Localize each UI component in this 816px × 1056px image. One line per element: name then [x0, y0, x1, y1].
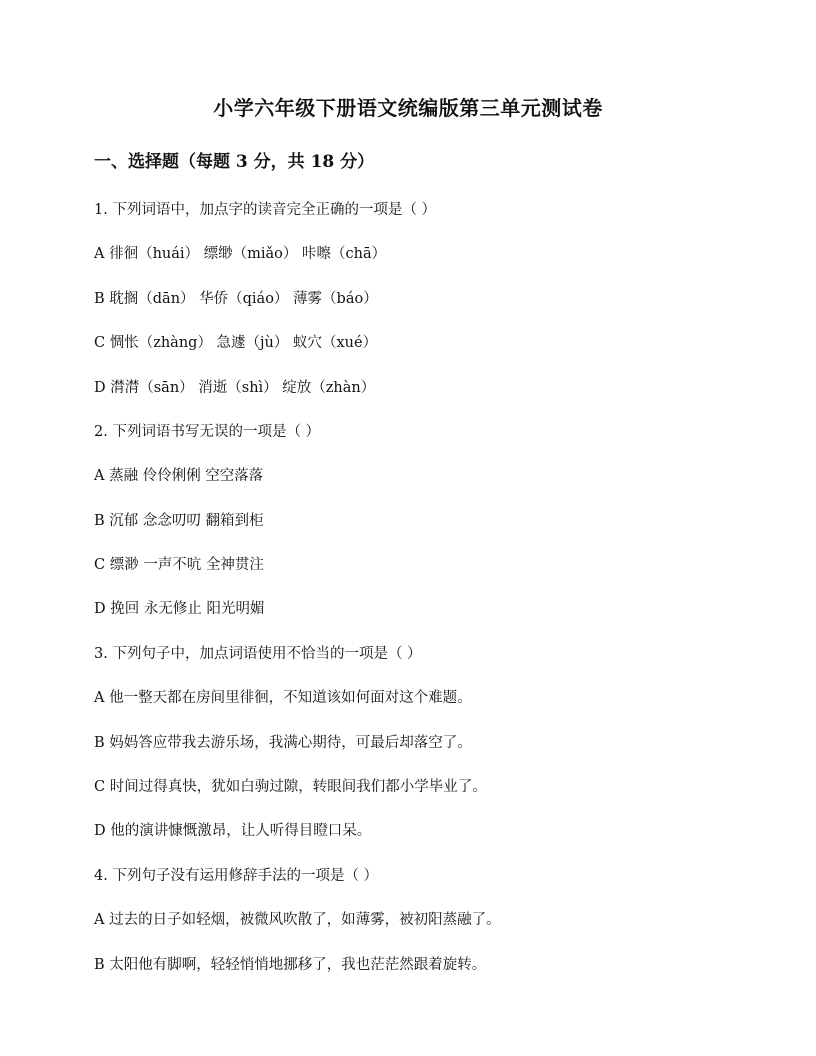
- question-3-option-a: A 他一整天都在房间里徘徊，不知道该如何面对这个难题。: [94, 690, 472, 706]
- document-title: 小学六年级下册语文统编版第三单元测试卷: [213, 96, 603, 120]
- question-3-option-b: B 妈妈答应带我去游乐场，我满心期待，可最后却落空了。: [94, 735, 472, 751]
- question-3-stem: 3. 下列句子中，加点词语使用不恰当的一项是（ ）: [94, 646, 422, 662]
- question-1-stem: 1. 下列词语中，加点字的读音完全正确的一项是（ ）: [94, 202, 437, 218]
- section-heading: 一、选择题（每题 3 分，共 18 分）: [94, 152, 375, 172]
- question-1-option-c: C 惆怅（zhàng） 急遽（jù） 蚁穴（xué）: [94, 335, 378, 351]
- question-1-option-d: D 潸潸（sān） 消逝（shì） 绽放（zhàn）: [94, 380, 376, 396]
- question-4-option-a: A 过去的日子如轻烟，被微风吹散了，如薄雾，被初阳蒸融了。: [94, 912, 501, 928]
- question-1-option-b: B 耽搁（dān） 华侨（qiáo） 薄雾（báo）: [94, 291, 378, 307]
- question-2-option-c: C 缥渺 一声不吭 全神贯注: [94, 557, 264, 573]
- question-2-stem: 2. 下列词语书写无误的一项是（ ）: [94, 424, 321, 440]
- question-4-option-b: B 太阳他有脚啊，轻轻悄悄地挪移了，我也茫茫然跟着旋转。: [94, 957, 487, 973]
- question-2-option-b: B 沉郁 念念叨叨 翻箱到柜: [94, 513, 264, 529]
- question-4-stem: 4. 下列句子没有运用修辞手法的一项是（ ）: [94, 868, 379, 884]
- question-1-option-a: A 徘徊（huái） 缥缈（miǎo） 咔嚓（chā）: [94, 246, 387, 262]
- question-2-option-d: D 挽回 永无修止 阳光明媚: [94, 601, 265, 617]
- question-2-option-a: A 蒸融 伶伶俐俐 空空落落: [94, 468, 264, 484]
- question-3-option-d: D 他的演讲慷慨激昂，让人听得目瞪口呆。: [94, 823, 372, 839]
- question-3-option-c: C 时间过得真快，犹如白驹过隙，转眼间我们都小学毕业了。: [94, 779, 487, 795]
